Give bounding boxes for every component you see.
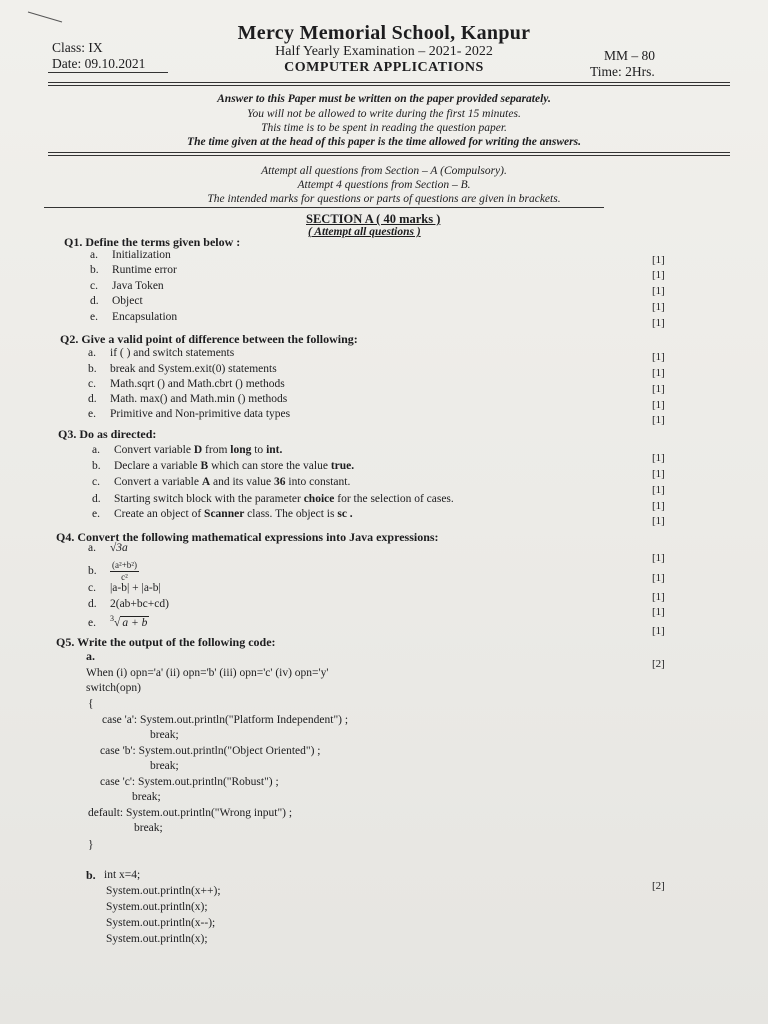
instr-rule-1 <box>48 152 730 153</box>
item-text: Starting switch block with the parameter <box>114 493 304 505</box>
code-line: break; <box>150 729 179 741</box>
class-label: Class: IX <box>52 40 103 55</box>
item-text: 2(ab+bc+cd) <box>110 598 169 610</box>
q4-mark-a: [1] <box>652 552 665 564</box>
item-letter: e. <box>92 508 100 520</box>
item-letter: d. <box>92 493 101 505</box>
item-letter: c. <box>88 378 96 390</box>
q4-mark-d: [1] <box>652 606 665 618</box>
radical-sign: √ <box>114 616 121 629</box>
q4-mark-c: [1] <box>652 591 665 603</box>
item-letter: e. <box>90 311 98 323</box>
attempt-1: Attempt all questions from Section – A (Compulsory). <box>261 165 507 177</box>
q4-item-e <box>88 614 149 629</box>
code-line: { <box>88 698 94 710</box>
item-letter: c. <box>90 280 98 292</box>
item-text: |a-b| + |a-b| <box>110 582 161 594</box>
code-line: System.out.println(x--); <box>106 917 216 929</box>
q1-mark-d: [1] <box>652 301 665 313</box>
item-letter: b. <box>88 363 97 375</box>
q1-mark-a: [1] <box>652 254 665 266</box>
q2-mark-a: [1] <box>652 351 665 363</box>
q5-b-label: b. <box>86 868 96 882</box>
instruction-3: This time is to be spent in reading the question paper. <box>261 122 507 134</box>
item-letter: b. <box>88 565 97 578</box>
q3-item-e <box>92 508 353 520</box>
code-line: System.out.println(x); <box>106 933 208 945</box>
q2-item-b <box>88 363 277 375</box>
item-letter: a. <box>92 444 100 456</box>
q2-mark-e: [1] <box>652 414 665 426</box>
q3-item-d <box>92 493 454 505</box>
q4-item-d <box>88 598 169 610</box>
item-bold: D <box>193 444 203 456</box>
fraction-numerator: (a²+b²) <box>112 560 137 570</box>
header-rule-2 <box>48 85 730 86</box>
item-letter: b. <box>92 460 101 472</box>
item-text: Object <box>112 295 143 307</box>
q2-mark-b: [1] <box>652 367 665 379</box>
q1-item-a <box>90 249 171 261</box>
item-text: into constant. <box>285 476 351 488</box>
instruction-2: You will not be allowed to write during the first 15 minutes. <box>247 108 521 120</box>
item-letter: a. <box>88 542 96 554</box>
item-text: Convert a variable <box>114 476 202 488</box>
item-text: to <box>251 444 267 456</box>
q2-title: Q2. Give a valid point of difference between the following: <box>60 332 358 346</box>
q1-item-c <box>90 280 164 292</box>
attempt-rule <box>44 207 604 208</box>
q4-item-a <box>88 542 128 554</box>
code-line: } <box>88 839 94 851</box>
header-rule-1 <box>48 82 730 83</box>
item-bold: A <box>201 476 211 488</box>
item-text: from <box>202 444 231 456</box>
q2-item-c <box>88 378 285 390</box>
item-text: for the selection of cases. <box>334 493 454 505</box>
item-text: Create an object of <box>114 508 205 520</box>
code-line: When (i) opn='a' (ii) opn='b' (iii) opn='c' (iv) opn='y' <box>86 667 329 679</box>
item-bold: sc . <box>337 508 353 520</box>
code-line: switch(opn) <box>86 682 141 694</box>
item-text: break and System.exit(0) statements <box>110 363 277 375</box>
item-text: Java Token <box>112 280 164 292</box>
code-line: case 'a': System.out.println("Platform Independent") ; <box>102 714 349 726</box>
q3-item-b <box>92 460 354 472</box>
item-text: Runtime error <box>112 264 177 276</box>
item-text: if ( ) and switch statements <box>110 347 235 359</box>
q4-item-c <box>88 582 161 594</box>
item-text: Convert variable <box>114 444 194 456</box>
item-letter: e. <box>88 616 96 629</box>
code-line: case 'b': System.out.println("Object Oriented") ; <box>100 745 321 757</box>
item-text: Math.sqrt () and Math.cbrt () methods <box>110 378 285 390</box>
q1-item-b <box>90 264 177 276</box>
instruction-1: Answer to this Paper must be written on the paper provided separately. <box>217 93 551 105</box>
q1-mark-c: [1] <box>652 285 665 297</box>
radicand: a + b <box>122 616 148 629</box>
q2-mark-c: [1] <box>652 383 665 395</box>
fraction <box>110 560 139 583</box>
q3-mark-d: [1] <box>652 500 665 512</box>
item-letter: a. <box>88 347 96 359</box>
item-text: Encapsulation <box>112 311 178 323</box>
q4-item-b <box>88 560 139 583</box>
q5-a-label: a. <box>86 649 95 663</box>
q1-item-e <box>90 311 177 323</box>
attempt-2: Attempt 4 questions from Section – B. <box>297 179 471 191</box>
item-bold: long <box>230 444 252 456</box>
school-name: Mercy Memorial School, Kanpur <box>237 22 531 44</box>
q3-item-a <box>92 444 282 456</box>
item-bold: 36 <box>274 476 286 488</box>
item-text: and its value <box>210 476 274 488</box>
q1-title: Q1. Define the terms given below : <box>64 235 241 249</box>
item-bold: Scanner <box>204 508 245 520</box>
q1-mark-e: [1] <box>652 317 665 329</box>
q5-title: Q5. Write the output of the following code: <box>56 635 276 649</box>
max-marks: MM – 80 <box>604 48 656 63</box>
item-letter: e. <box>88 408 96 420</box>
q1-mark-b: [1] <box>652 269 665 281</box>
q1-item-d <box>90 295 143 307</box>
item-letter: a. <box>90 249 98 261</box>
q3-mark-c: [1] <box>652 484 665 496</box>
item-letter: d. <box>88 598 97 610</box>
code-line: int x=4; <box>104 869 141 881</box>
item-letter: d. <box>88 393 97 405</box>
fraction-denominator: c² <box>121 572 128 582</box>
item-text: class. The object is <box>244 508 338 520</box>
date-label: Date: 09.10.2021 <box>52 56 146 71</box>
code-line: break; <box>134 822 163 834</box>
item-text: Declare a variable <box>114 460 201 472</box>
item-bold: B <box>200 460 209 472</box>
q2-item-d <box>88 393 287 405</box>
q4-mark-b: [1] <box>652 572 665 584</box>
code-line: break; <box>132 791 161 803</box>
item-letter: c. <box>92 476 100 488</box>
root-index: 3 <box>110 614 114 623</box>
item-text: which can store the value <box>208 460 331 472</box>
item-bold: choice <box>303 493 335 505</box>
item-bold: int. <box>266 444 283 456</box>
subject-title: COMPUTER APPLICATIONS <box>284 60 484 75</box>
q3-mark-b: [1] <box>652 468 665 480</box>
code-line: break; <box>150 760 179 772</box>
code-line: default: System.out.println("Wrong input") ; <box>88 807 293 819</box>
item-text: Math. max() and Math.min () methods <box>110 393 288 405</box>
q2-mark-d: [1] <box>652 399 665 411</box>
date-underline <box>48 72 168 73</box>
q2-item-e <box>88 408 290 420</box>
item-bold: true. <box>330 460 355 472</box>
q3-item-c <box>92 476 350 488</box>
exam-title: Half Yearly Examination – 2021- 2022 <box>275 44 493 59</box>
time-label: Time: 2Hrs. <box>590 64 655 79</box>
q4-title: Q4. Convert the following mathematical expressions into Java expressions: <box>56 530 439 544</box>
q3-title: Q3. Do as directed: <box>58 427 157 441</box>
sqrt-expression: √3a <box>110 542 128 554</box>
code-line: System.out.println(x); <box>106 901 208 913</box>
code-line: System.out.println(x++); <box>106 885 221 897</box>
q5-a-mark: [2] <box>652 658 665 670</box>
item-letter: d. <box>90 295 99 307</box>
section-title: SECTION A ( 40 marks ) <box>306 212 441 226</box>
q3-mark-a: [1] <box>652 452 665 464</box>
instr-rule-2 <box>48 155 730 156</box>
code-line: case 'c': System.out.println("Robust") ; <box>100 776 279 788</box>
item-text: Primitive and Non-primitive data types <box>110 408 291 420</box>
item-letter: b. <box>90 264 99 276</box>
pen-mark <box>26 8 66 24</box>
item-letter: c. <box>88 582 96 594</box>
q4-mark-e: [1] <box>652 625 665 637</box>
attempt-3: The intended marks for questions or parts of questions are given in brackets. <box>207 193 561 205</box>
item-text: Initialization <box>112 249 171 261</box>
q2-item-a <box>88 347 234 359</box>
q5-b-mark: [2] <box>652 880 665 892</box>
instruction-4: The time given at the head of this paper is the time allowed for writing the answers. <box>187 136 581 148</box>
q3-mark-e: [1] <box>652 515 665 527</box>
section-subtitle: ( Attempt all questions ) <box>308 226 421 238</box>
